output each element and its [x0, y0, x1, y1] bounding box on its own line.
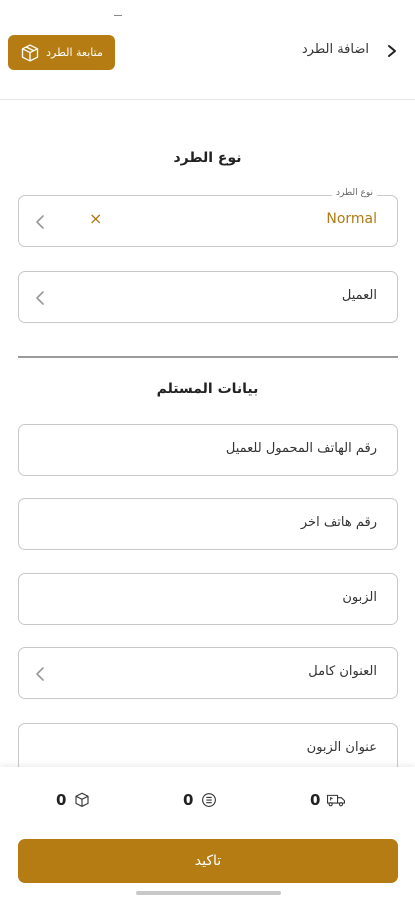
mobile-phone-input[interactable] — [18, 424, 398, 476]
client-address-placeholder: عنوان الزبون — [306, 740, 377, 755]
parcel-count-stat — [56, 791, 92, 809]
bottom-summary-panel — [0, 767, 415, 900]
parcel-type-section-title: نوع الطرد — [173, 150, 242, 166]
box-icon — [72, 791, 92, 809]
full-address-placeholder: العنوان كامل — [308, 664, 377, 679]
status-bar-indicator — [114, 15, 122, 16]
money-icon — [199, 791, 219, 809]
customer-select[interactable] — [18, 271, 398, 323]
home-indicator — [136, 891, 281, 895]
parcel-type-floating-label: نوع الطرد — [332, 188, 377, 198]
delivery-truck-icon — [326, 791, 346, 809]
amount-value: 0 — [183, 791, 194, 809]
section-divider — [18, 356, 398, 358]
mobile-phone-placeholder: رقم الهاتف المحمول للعميل — [225, 441, 377, 456]
full-address-select[interactable] — [18, 647, 398, 699]
amount-stat — [183, 791, 219, 809]
top-bar — [0, 30, 415, 74]
customer-select-label: العميل — [341, 288, 377, 303]
parcel-type-value: Normal — [326, 211, 377, 227]
chevron-left-icon — [35, 214, 45, 230]
parcel-count-value: 0 — [56, 791, 67, 809]
alt-phone-input[interactable] — [18, 498, 398, 550]
header-divider — [0, 99, 415, 100]
delivery-value: 0 — [310, 791, 321, 809]
chevron-left-icon — [35, 290, 45, 306]
client-name-input[interactable] — [18, 573, 398, 625]
track-parcel-label: متابعة الطرد — [46, 46, 103, 59]
delivery-stat — [310, 791, 346, 809]
track-parcel-button[interactable] — [8, 35, 115, 70]
receiver-section-title: بيانات المستلم — [156, 381, 259, 397]
box-icon — [20, 43, 40, 63]
chevron-left-icon — [35, 666, 45, 682]
clear-icon[interactable]: × — [89, 209, 103, 228]
confirm-button[interactable]: تاكيد — [18, 839, 398, 883]
page-title: اضافة الطرد — [301, 42, 369, 57]
client-name-placeholder: الزبون — [342, 590, 377, 605]
back-icon[interactable] — [385, 43, 399, 59]
parcel-type-select[interactable] — [18, 188, 398, 247]
alt-phone-placeholder: رقم هاتف اخر — [300, 515, 377, 530]
